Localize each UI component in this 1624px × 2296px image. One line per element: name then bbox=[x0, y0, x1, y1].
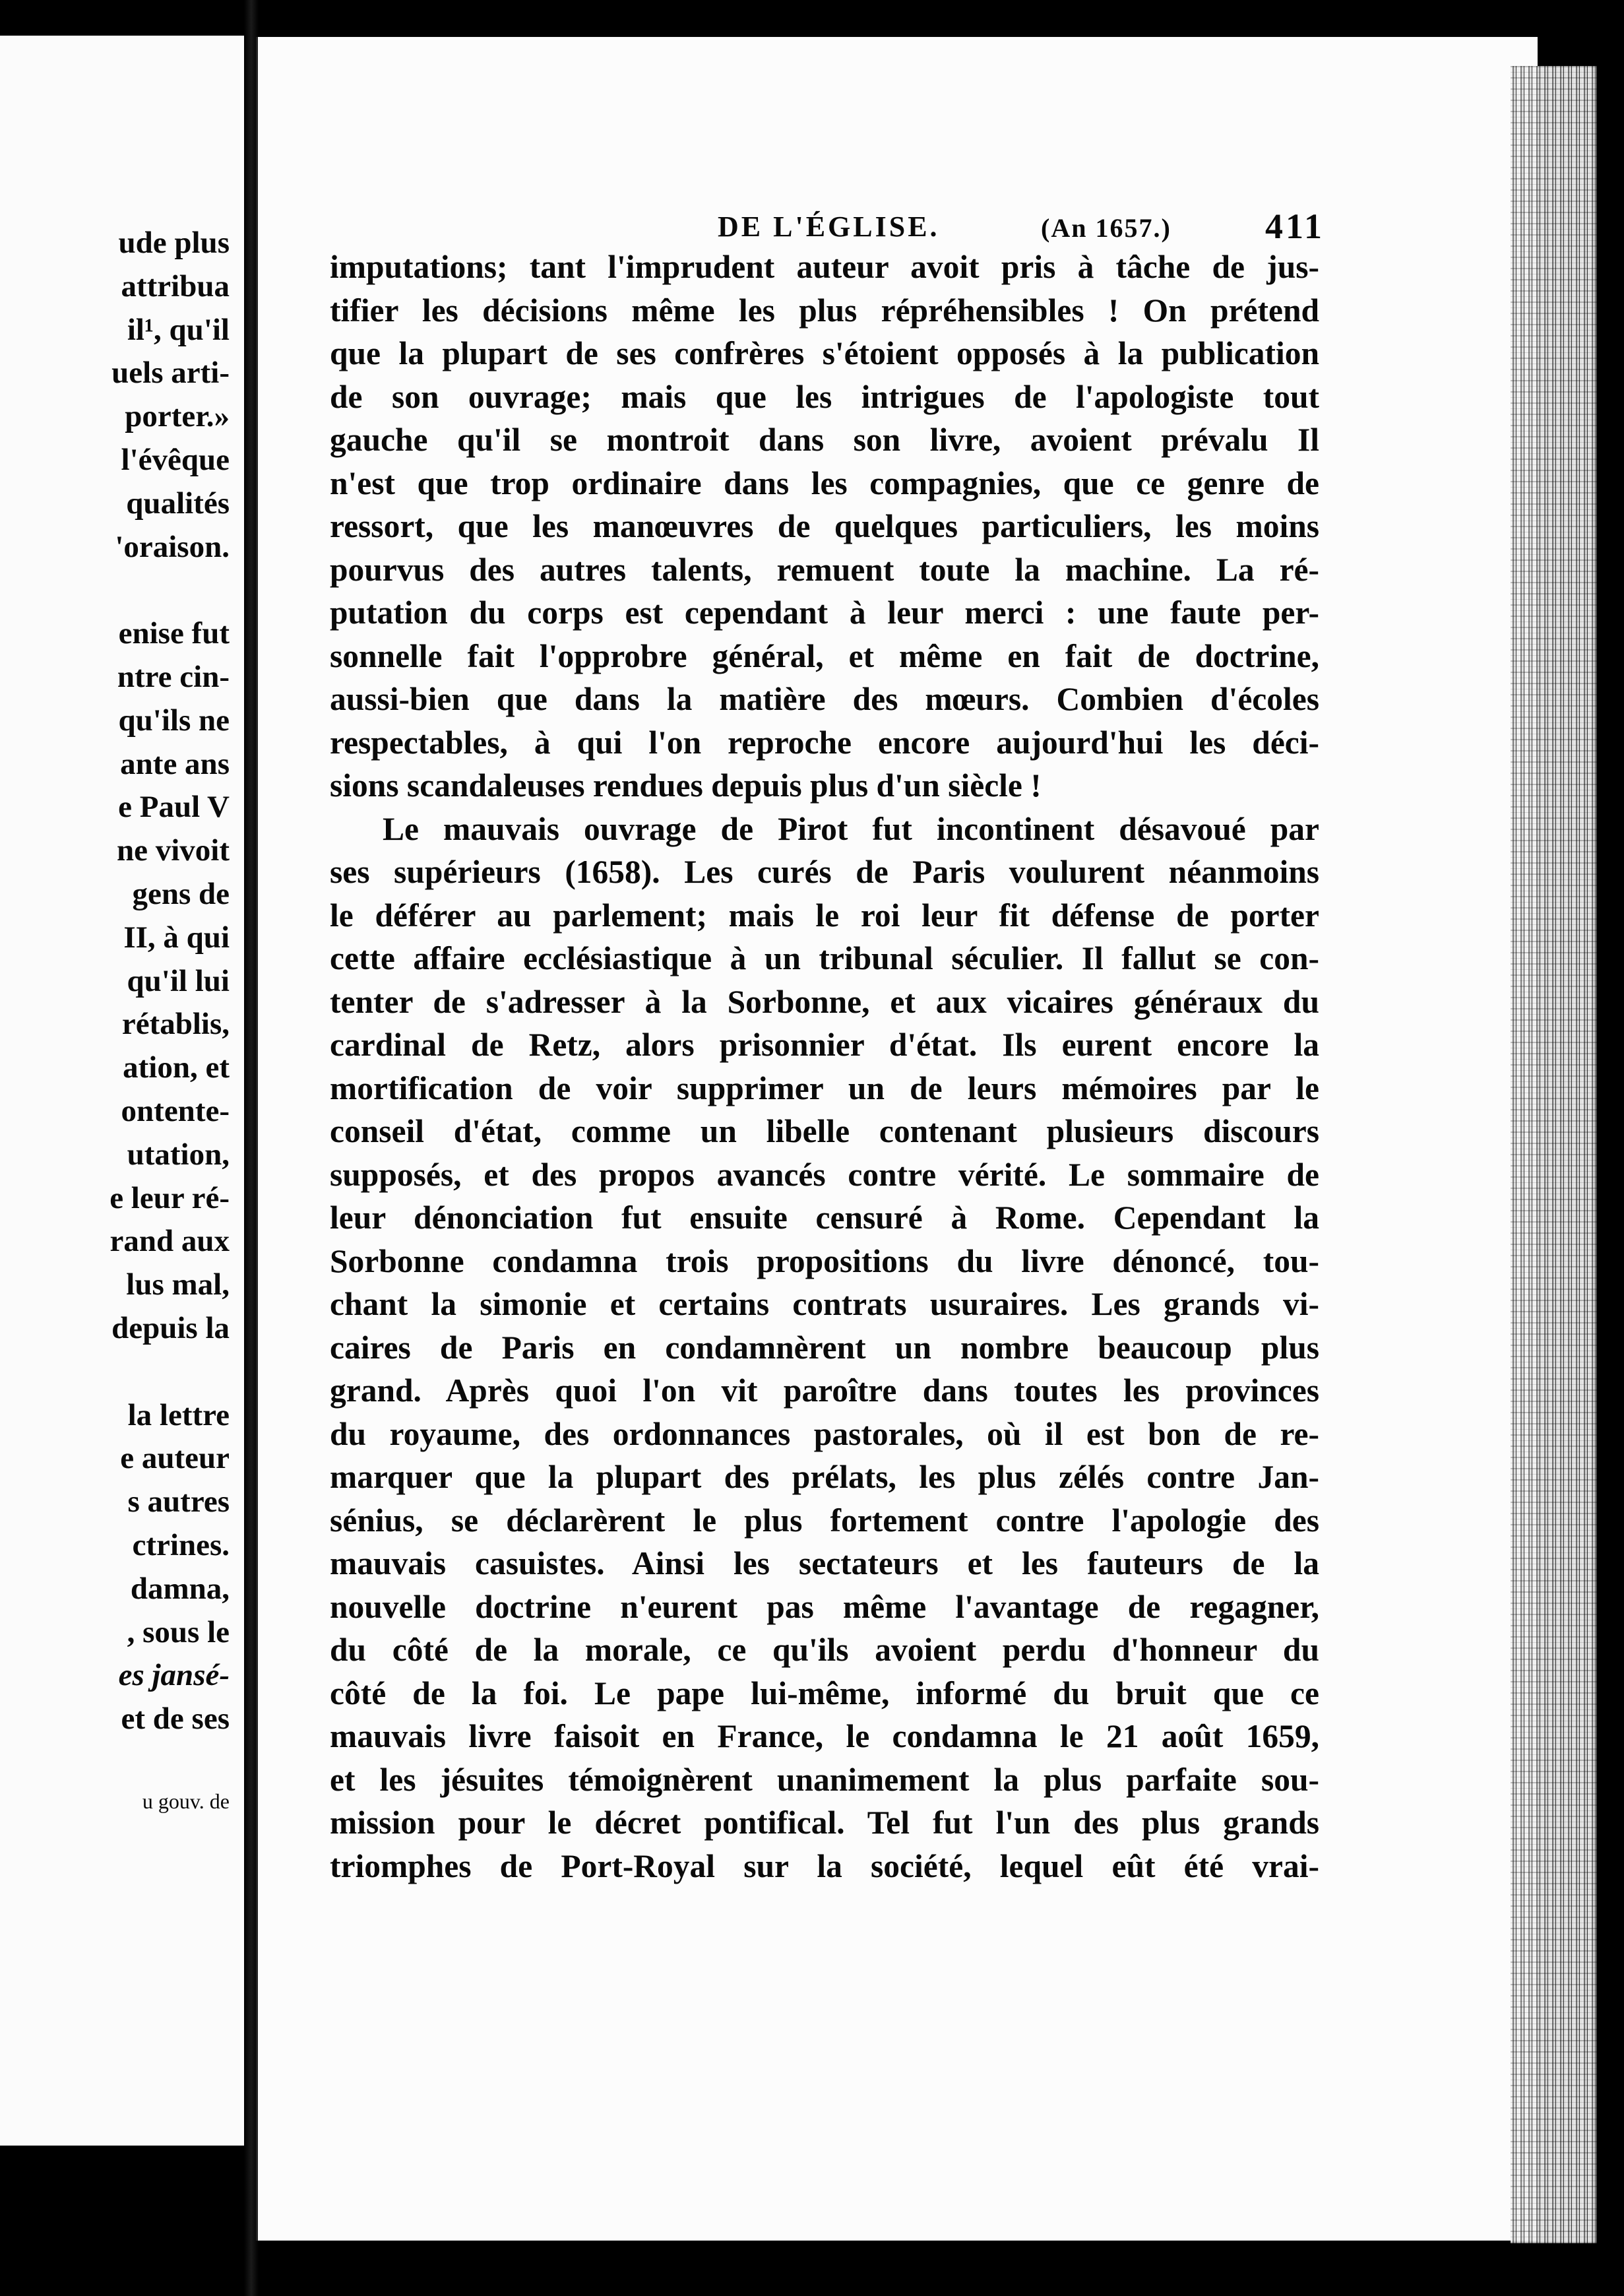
text-line: gauche qu'il se montroit dans son livre, avoient prévalu Il bbox=[330, 422, 1319, 458]
left-page-line: depuis la bbox=[111, 1311, 230, 1345]
text-line: imputations; tant l'imprudent auteur avoit pris à tâche de jus- bbox=[330, 249, 1319, 285]
left-page-line: attribua bbox=[121, 269, 230, 303]
left-page-line: e leur ré- bbox=[109, 1180, 230, 1215]
left-page-line: lus mal, bbox=[126, 1267, 230, 1302]
text-line: du royaume, des ordonnances pastorales, où il est bon de re- bbox=[330, 1415, 1319, 1452]
left-page-line: 'oraison. bbox=[115, 529, 230, 564]
text-line: conseil d'état, comme un libelle contenant plusieurs discours bbox=[330, 1113, 1319, 1149]
left-page-line: ation, et bbox=[123, 1050, 230, 1085]
text-line: mortification de voir supprimer un de leurs mémoires par le bbox=[330, 1069, 1319, 1106]
text-line: cardinal de Retz, alors prisonnier d'état. Ils eurent encore la bbox=[330, 1027, 1319, 1063]
left-page-line: , sous le bbox=[127, 1614, 230, 1649]
left-page-line: u gouv. de bbox=[142, 1789, 230, 1813]
left-page-line: qu'il lui bbox=[127, 963, 230, 998]
left-page-line: l'évêque bbox=[121, 443, 230, 477]
left-page-line: rand aux bbox=[109, 1224, 230, 1259]
text-line: cette affaire ecclésiastique à un tribunal séculier. Il fallut se con- bbox=[330, 940, 1319, 976]
text-line: le déférer au parlement; mais le roi leur fit défense de porter bbox=[330, 897, 1319, 934]
text-line: n'est que trop ordinaire dans les compagnies, que ce genre de bbox=[330, 464, 1319, 501]
text-line: marquer que la plupart des prélats, les plus zélés contre Jan- bbox=[330, 1459, 1319, 1495]
text-line: mauvais casuistes. Ainsi les sectateurs et les fauteurs de la bbox=[330, 1545, 1319, 1581]
text-line: tifier les décisions même les plus répréhensibles ! On prétend bbox=[330, 292, 1319, 329]
text-line: leur dénonciation fut ensuite censuré à Rome. Cependant la bbox=[330, 1199, 1319, 1236]
text-line: du côté de la morale, ce qu'ils avoient perdu d'honneur du bbox=[330, 1632, 1319, 1668]
left-page-line: gens de bbox=[132, 877, 230, 911]
left-page-line: ude plus bbox=[118, 226, 230, 260]
left-page-line: e auteur bbox=[120, 1441, 230, 1476]
left-page-line: s autres bbox=[127, 1484, 230, 1519]
text-line: et les jésuites témoignèrent unanimement la plus parfaite sou- bbox=[330, 1761, 1319, 1798]
left-page-line: ontente- bbox=[121, 1094, 230, 1128]
text-line: que la plupart de ses confrères s'étoient opposés à la publication bbox=[330, 335, 1319, 371]
body-text bbox=[330, 245, 1319, 1888]
text-line: ressort, que les manœuvres de quelques particuliers, les moins bbox=[330, 508, 1319, 544]
text-line: tenter de s'adresser à la Sorbonne, et aux vicaires généraux du bbox=[330, 983, 1319, 1020]
page-edges bbox=[1511, 66, 1596, 2243]
text-line: pourvus des autres talents, remuent toute la machine. La ré- bbox=[330, 551, 1319, 588]
left-page-line: rétablis, bbox=[121, 1007, 230, 1042]
running-head-year: (An 1657.) bbox=[1041, 213, 1171, 243]
left-page-line: ctrines. bbox=[132, 1528, 230, 1562]
text-line: Sorbonne condamna trois propositions du livre dénoncé, tou- bbox=[330, 1242, 1319, 1279]
left-page-line: damna, bbox=[130, 1571, 230, 1606]
text-line: putation du corps est cependant à leur merci : une faute per- bbox=[330, 594, 1319, 631]
left-page-line: e Paul V bbox=[118, 790, 230, 825]
left-page-line: et de ses bbox=[121, 1702, 230, 1737]
left-page-line: II, à qui bbox=[123, 920, 230, 955]
left-page-line: ante ans bbox=[120, 746, 230, 781]
text-line: supposés, et des propos avancés contre vérité. Le sommaire de bbox=[330, 1156, 1319, 1193]
text-line: caires de Paris en condamnèrent un nombre beaucoup plus bbox=[330, 1329, 1319, 1366]
left-page-line: ntre cin- bbox=[117, 660, 230, 694]
text-line: ses supérieurs (1658). Les curés de Paris voulurent néanmoins bbox=[330, 854, 1319, 890]
text-line: aussi-bien que dans la matière des mœurs. Combien d'écoles bbox=[330, 681, 1319, 717]
text-line: triomphes de Port-Royal sur la société, lequel eût été vrai- bbox=[330, 1847, 1319, 1884]
left-page-line: uels arti- bbox=[111, 356, 230, 391]
left-page-line: qu'ils ne bbox=[118, 703, 230, 738]
left-page-line: ne vivoit bbox=[116, 833, 230, 868]
text-line: sions scandaleuses rendues depuis plus d'un siècle ! bbox=[330, 767, 1042, 804]
text-line: sénius, se déclarèrent le plus fortement contre l'apologie des bbox=[330, 1502, 1319, 1539]
text-line: mauvais livre faisoit en France, le condamna le 21 août 1659, bbox=[330, 1718, 1319, 1754]
left-facing-page bbox=[0, 36, 247, 2146]
left-page-line: utation, bbox=[127, 1137, 230, 1172]
text-line: Le mauvais ouvrage de Pirot fut incontinent désavoué par bbox=[383, 810, 1319, 847]
left-page-line: enise fut bbox=[118, 616, 230, 651]
running-head bbox=[718, 207, 1325, 246]
left-page-line: es jansé- bbox=[118, 1658, 230, 1693]
text-line: grand. Après quoi l'on vit paroître dans toutes les provinces bbox=[330, 1372, 1319, 1409]
text-line: nouvelle doctrine n'eurent pas même l'avantage de regagner, bbox=[330, 1588, 1319, 1625]
left-page-line: qualités bbox=[126, 486, 230, 521]
text-line: mission pour le décret pontifical. Tel fut l'un des plus grands bbox=[330, 1804, 1319, 1841]
text-line: sonnelle fait l'opprobre général, et même en fait de doctrine, bbox=[330, 637, 1319, 674]
left-page-line: la lettre bbox=[127, 1397, 230, 1432]
text-line: respectables, à qui l'on reproche encore aujourd'hui les déci- bbox=[330, 724, 1319, 761]
text-line: de son ouvrage; mais que les intrigues de l'apologiste tout bbox=[330, 378, 1319, 415]
running-head-title: DE L'ÉGLISE. bbox=[718, 210, 940, 243]
left-page-line: porter.» bbox=[125, 399, 230, 434]
left-page-line: il¹, qu'il bbox=[127, 312, 230, 347]
page-number: 411 bbox=[1265, 207, 1325, 246]
text-line: chant la simonie et certains contrats usuraires. Les grands vi- bbox=[330, 1286, 1319, 1322]
text-line: côté de la foi. Le pape lui-même, informé du bruit que ce bbox=[330, 1674, 1319, 1711]
